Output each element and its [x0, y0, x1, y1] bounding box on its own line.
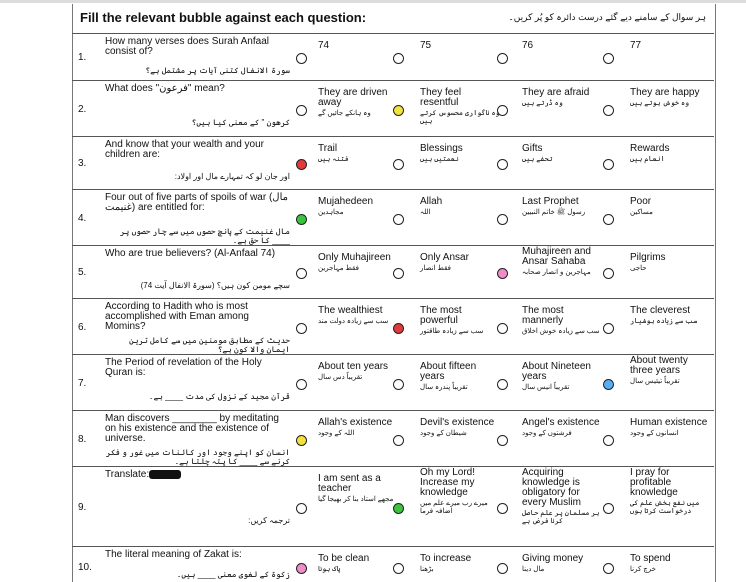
option-text: I am sent as a teacher	[318, 473, 381, 494]
answer-bubble[interactable]	[296, 214, 307, 225]
option-text-urdu: پاک ہونا	[318, 566, 341, 573]
answer-option	[318, 554, 398, 574]
option-text: Last Prophet	[522, 196, 579, 207]
question-text: The Period of revelation of the Holy Quran is:	[105, 357, 262, 378]
option-text-urdu: انسانوں کے وجود	[630, 430, 679, 437]
option-text: 75	[420, 40, 432, 51]
answer-bubble[interactable]	[393, 268, 404, 279]
answer-bubble[interactable]	[296, 563, 307, 574]
option-text-urdu: رسول ﷺ خاتم النبیین	[522, 209, 586, 216]
option-text: To be clean	[318, 553, 370, 564]
question-text-urdu: انسان کو اپنے وجود اور کائنات میں غور و فکر کرنے سے ____ کا پتہ چلتا ہے۔	[105, 447, 290, 466]
option-text-urdu: فقط انصار	[420, 265, 451, 272]
option-text: About ten years	[318, 361, 389, 372]
question-text-urdu: قرآن مجید کے نزول کی مدت ____ ہے۔	[148, 391, 290, 401]
answer-option	[522, 197, 602, 217]
answer-option	[318, 197, 398, 217]
row-divider	[72, 136, 714, 137]
option-text: About fifteen years	[420, 361, 477, 382]
option-text-urdu: تقریباً دس سال	[318, 374, 363, 381]
row-divider	[72, 33, 714, 34]
row-divider	[72, 245, 714, 246]
answer-bubble[interactable]	[603, 435, 614, 446]
option-text: Rewards	[630, 143, 670, 154]
option-text: Trail	[318, 143, 338, 154]
option-text: Poor	[630, 196, 652, 207]
answer-bubble[interactable]	[497, 503, 508, 514]
question-number: 10.	[78, 562, 92, 573]
answer-bubble[interactable]	[296, 268, 307, 279]
option-text: They are afraid	[522, 87, 590, 98]
option-text: Acquiring knowledge is obligatory for every Muslim	[522, 467, 581, 508]
question-text: What does "فرعون" mean?	[105, 83, 225, 94]
question-number: 4.	[78, 212, 87, 224]
instruction-urdu: ہر سوال کے سامنے دیے گئے درست دائرہ کو پُر کریں۔	[508, 12, 706, 22]
answer-option	[522, 468, 602, 526]
question-text: Man discovers ________ by meditating on his existence and the existence of universe.	[105, 413, 279, 444]
option-text-urdu: مساکین	[630, 209, 653, 216]
answer-bubble[interactable]	[296, 159, 307, 170]
row-divider	[72, 298, 714, 299]
question-text: Translate:	[105, 470, 290, 480]
option-text-urdu: سب سے زیادہ خوش اخلاق	[522, 328, 600, 335]
option-text: To spend	[630, 553, 671, 564]
answer-bubble[interactable]	[497, 323, 508, 334]
row-divider	[72, 466, 714, 467]
option-text-urdu: ہر مسلمان پر علم حاصل کرنا فرض ہے	[522, 510, 600, 525]
row-divider	[72, 354, 714, 355]
answer-bubble[interactable]	[497, 214, 508, 225]
option-text: Only Ansar	[420, 252, 469, 263]
option-text-urdu: نعمتیں ہیں	[420, 156, 459, 163]
question-text-urdu: سچے مومن کون ہیں؟ (سورۃ الانفال آیت 74)	[140, 281, 290, 290]
option-text: About twenty three years	[630, 355, 688, 376]
row-divider	[72, 189, 714, 190]
option-text: I pray for profitable knowledge	[630, 467, 678, 498]
answer-bubble[interactable]	[497, 268, 508, 279]
option-text-urdu: مال دینا	[522, 566, 545, 573]
option-text-urdu: انعام ہیں	[630, 156, 665, 163]
answer-option	[420, 306, 500, 336]
answer-option	[522, 41, 602, 51]
option-text-urdu: بڑھنا	[420, 566, 434, 573]
answer-bubble[interactable]	[393, 53, 404, 64]
option-text-urdu: حاجی	[630, 265, 647, 272]
answer-bubble[interactable]	[603, 105, 614, 116]
option-text: Gifts	[522, 143, 543, 154]
option-text-urdu: تقریباً انیس سال	[522, 384, 570, 391]
answer-option	[420, 144, 500, 164]
option-text-urdu: وہ ڈرتے ہیں	[522, 100, 563, 107]
option-text: Only Muhajireen	[318, 252, 391, 263]
answer-option	[522, 418, 602, 438]
answer-option	[420, 41, 500, 51]
option-text-urdu: فتنہ ہیں	[318, 156, 349, 163]
answer-bubble[interactable]	[296, 323, 307, 334]
option-text: Oh my Lord! Increase my knowledge	[420, 467, 476, 498]
option-text: Mujahedeen	[318, 196, 374, 207]
option-text-urdu: خرچ کرنا	[630, 566, 656, 573]
option-text: The cleverest	[630, 305, 691, 316]
option-text-urdu: تقریباً پندرہ سال	[420, 384, 468, 391]
question-text-urdu: زکوۃ کے لغوی معنی ____ ہیں۔	[176, 570, 290, 579]
option-text-urdu: اللہ کے وجود	[318, 430, 355, 437]
answer-option	[318, 253, 398, 273]
answer-bubble[interactable]	[497, 435, 508, 446]
question-number: 7.	[78, 377, 87, 389]
option-text-urdu: میرے رب میرے علم میں اضافہ فرما	[420, 500, 488, 515]
option-text: To increase	[420, 553, 472, 564]
option-text: Allah's existence	[318, 417, 393, 428]
question-number: 2.	[78, 103, 87, 115]
question-text-urdu: اور جان لو کہ تمہارے مال اور اولاد:	[174, 172, 290, 181]
option-text: They are happy	[630, 87, 700, 98]
option-text-urdu: مہاجرین و انصار صحابہ	[522, 269, 591, 276]
option-text-urdu: فقط مہاجرین	[318, 265, 359, 272]
question-text: How many verses does Surah Anfaal consist of?	[105, 36, 269, 57]
option-text: Angel's existence	[522, 417, 600, 428]
answer-option	[318, 88, 398, 118]
answer-option	[420, 197, 500, 217]
answer-bubble[interactable]	[296, 435, 307, 446]
option-text: Giving money	[522, 553, 584, 564]
option-text-urdu: اللہ	[420, 209, 431, 216]
answer-option	[318, 41, 398, 51]
question-text: Who are true believers? (Al-Anfaal 74)	[105, 248, 276, 259]
option-text-urdu: سب سے زیادہ طاقتور	[420, 328, 484, 335]
answer-bubble[interactable]	[497, 105, 508, 116]
answer-bubble[interactable]	[296, 379, 307, 390]
answer-option	[630, 41, 710, 51]
option-text-urdu: فرشتوں کے وجود	[522, 430, 572, 437]
answer-bubble[interactable]	[603, 379, 614, 390]
option-text-urdu: مجاہدین	[318, 209, 344, 216]
question-text: The literal meaning of Zakat is:	[105, 549, 242, 560]
option-text-urdu: وہ خوش ہوتے ہیں	[630, 100, 690, 107]
answer-option	[630, 356, 710, 386]
answer-option	[630, 144, 710, 164]
answer-bubble[interactable]	[603, 214, 614, 225]
arabic-text-image-icon	[149, 470, 181, 479]
option-text: They feel resentful	[420, 87, 462, 108]
question-number: 3.	[78, 158, 87, 169]
instruction-text: Fill the relevant bubble against each question:	[80, 10, 367, 25]
question-number: 6.	[78, 321, 87, 333]
question-text: And know that your wealth and your children are:	[105, 139, 264, 160]
question-number: 9.	[78, 501, 87, 513]
option-text: Devil's existence	[420, 417, 495, 428]
option-text: The most mannerly	[522, 305, 564, 326]
answer-bubble[interactable]	[393, 105, 404, 116]
answer-option	[522, 554, 602, 574]
answer-bubble[interactable]	[603, 503, 614, 514]
option-text: The most powerful	[420, 305, 462, 326]
option-text-urdu: سب سے زیادہ دولت مند	[318, 318, 389, 325]
answer-option	[522, 247, 602, 277]
answer-option	[318, 306, 398, 326]
answer-bubble[interactable]	[393, 435, 404, 446]
question-text-urdu: ترجمہ کریں:	[248, 515, 290, 525]
answer-option	[420, 418, 500, 438]
question-text-urdu: مال غنیمت کے پانچ حصوں میں سے چار حصوں پر ____ کا حق ہے۔	[119, 226, 290, 245]
instruction-header	[80, 8, 706, 30]
answer-bubble[interactable]	[296, 503, 307, 514]
answer-bubble[interactable]	[497, 159, 508, 170]
answer-option	[318, 418, 398, 438]
answer-option	[420, 88, 500, 126]
row-divider	[72, 410, 714, 411]
answer-bubble[interactable]	[603, 563, 614, 574]
answer-option	[522, 88, 602, 108]
answer-option	[630, 253, 710, 273]
question-number: 8.	[78, 433, 87, 445]
answer-bubble[interactable]	[603, 323, 614, 334]
row-divider	[72, 546, 714, 547]
answer-bubble[interactable]	[393, 214, 404, 225]
answer-option	[420, 253, 500, 273]
answer-bubble[interactable]	[603, 159, 614, 170]
answer-bubble[interactable]	[497, 563, 508, 574]
option-text: 76	[522, 40, 534, 51]
option-text-urdu: وہ ہانکے جائیں گے	[318, 110, 371, 117]
answer-option	[630, 468, 710, 516]
option-text-urdu: وہ ناگواری محسوس کرتے ہیں	[420, 110, 500, 125]
question-text: Four out of five parts of spoils of war (مال غنیمت) are entitled for:	[105, 192, 288, 213]
option-text-urdu: میں نفع بخش علم کی درخواست کرتا ہوں	[630, 500, 700, 515]
answer-option	[630, 88, 710, 108]
answer-option	[420, 554, 500, 574]
row-divider	[72, 80, 714, 81]
answer-bubble[interactable]	[296, 53, 307, 64]
option-text-urdu: شیطان کے وجود	[420, 430, 467, 437]
answer-bubble[interactable]	[603, 53, 614, 64]
answer-bubble[interactable]	[393, 503, 404, 514]
answer-bubble[interactable]	[393, 323, 404, 334]
answer-option	[522, 306, 602, 336]
answer-option	[420, 362, 500, 392]
option-text-urdu: تحفے ہیں	[522, 156, 553, 163]
option-text: About Nineteen years	[522, 361, 591, 382]
question-text-urdu: سورۃ الانفال کتنی آیات پر مشتمل ہے؟	[145, 66, 290, 75]
answer-bubble[interactable]	[497, 53, 508, 64]
answer-option	[318, 362, 398, 382]
answer-bubble[interactable]	[603, 268, 614, 279]
answer-option	[522, 362, 602, 392]
answer-option	[630, 418, 710, 438]
top-edge	[0, 0, 746, 3]
option-text: 74	[318, 40, 330, 51]
answer-bubble[interactable]	[393, 563, 404, 574]
question-text-urdu: حدیث کے مطابق مومنین میں سے کامل ترین ایمان والا کون ہے؟	[129, 335, 290, 354]
option-text: Allah	[420, 196, 443, 207]
option-text-urdu: تقریباً تیئیس سال	[630, 378, 680, 385]
question-text: According to Hadith who is most accomplished with Eman among Momins?	[105, 301, 249, 332]
question-text-urdu: کرھون " کے معنی کیا ہیں؟	[191, 117, 290, 127]
answer-bubble[interactable]	[393, 379, 404, 390]
option-text-urdu: مجھے استاد بنا کر بھیجا گیا	[318, 496, 394, 503]
option-text: Pilgrims	[630, 252, 666, 263]
option-text: Human existence	[630, 417, 708, 428]
answer-option	[630, 197, 710, 217]
question-number: 1.	[78, 52, 87, 63]
option-text: The wealthiest	[318, 305, 383, 316]
answer-bubble[interactable]	[393, 159, 404, 170]
option-text: They are driven away	[318, 87, 388, 108]
answer-bubble[interactable]	[497, 379, 508, 390]
option-text: 77	[630, 40, 642, 51]
answer-option	[630, 554, 710, 574]
option-text-urdu: سب سے زیادہ ہوشیار	[630, 318, 698, 325]
answer-option	[630, 306, 710, 326]
question-number: 5.	[78, 267, 87, 278]
answer-bubble[interactable]	[296, 105, 307, 116]
answer-option	[522, 144, 602, 164]
answer-option	[318, 474, 398, 504]
answer-option	[318, 144, 398, 164]
option-text: Muhajireen and Ansar Sahaba	[522, 246, 591, 267]
answer-option	[420, 468, 500, 516]
option-text: Blessings	[420, 143, 463, 154]
